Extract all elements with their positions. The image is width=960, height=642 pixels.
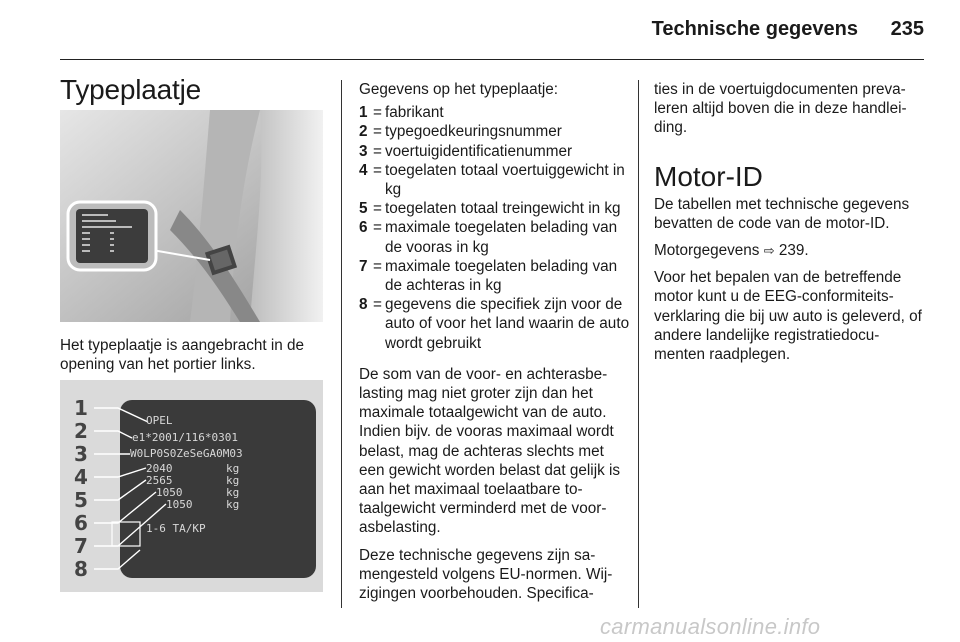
- eu-norms-paragraph: Deze technische gegevens zijn sa-mengesteld volgens EU-normen. Wij-zigingen voorbehouden. Specifica-: [359, 546, 613, 603]
- legend-item: [359, 257, 631, 295]
- legend-eq: =: [373, 123, 382, 141]
- plate-front-axle: 1050: [156, 486, 183, 499]
- legend-item: [359, 161, 631, 199]
- plate-manufacturer: OPEL: [146, 414, 173, 427]
- legend-text: typegoedkeuringsnummer: [385, 123, 562, 141]
- legend-item: [359, 218, 631, 256]
- plate-location-caption: Het typeplaatje is aangebracht in de opening van het portier links.: [60, 337, 305, 374]
- plate-unit: kg: [226, 486, 240, 499]
- legend-text: gegevens die specifiek zijn voor de auto of voor het land waarin de auto wordt gebruikt: [385, 296, 630, 352]
- legend-number: 5: [359, 200, 368, 218]
- legend-text: fabrikant: [385, 104, 444, 122]
- column-divider: [341, 80, 342, 608]
- callout-7: 7: [74, 534, 88, 558]
- legend-eq: =: [373, 257, 382, 275]
- plate-approval-number: e1*2001/116*0301: [132, 431, 238, 444]
- engine-data-reference: [654, 241, 924, 260]
- page-header-title: Technische gegevens: [651, 18, 858, 40]
- legend-text: voertuigidentificatienummer: [385, 142, 573, 160]
- legend-number: 1: [359, 104, 368, 122]
- section-title: Typeplaatje: [60, 74, 202, 105]
- type-plate-detail-photo: [60, 380, 323, 592]
- legend-number: 4: [359, 161, 368, 179]
- callout-2: 2: [74, 419, 88, 443]
- engine-data-label: Motorgegevens: [654, 242, 760, 260]
- callout-8: 8: [74, 557, 88, 581]
- legend-item: [359, 199, 631, 218]
- documents-paragraph: ties in de voertuigdocumenten preva-leren altijd boven die in deze handlei-ding.: [654, 81, 907, 137]
- column-2: [359, 80, 631, 611]
- callout-1: 1: [74, 396, 88, 420]
- callout-3: 3: [74, 442, 88, 466]
- legend-item: [359, 295, 631, 353]
- watermark: carmanualsonline.info: [600, 614, 821, 639]
- header-rule: [60, 59, 924, 60]
- door-opening-illustration: [60, 110, 323, 322]
- legend-text: toegelaten totaal treingewicht in kg: [385, 200, 621, 218]
- legend-number: 2: [359, 123, 368, 141]
- plate-unit: kg: [226, 462, 240, 475]
- legend-number: 6: [359, 219, 368, 237]
- type-plate-illustration: [60, 380, 323, 592]
- plate-unit: kg: [226, 474, 240, 487]
- column-3: [654, 80, 924, 372]
- legend-number: 8: [359, 296, 368, 314]
- legend-item: [359, 103, 631, 122]
- eec-conformity-paragraph: Voor het bepalen van de betreffende motor kunt u de EEG-conformiteits-verklaring die bij uw auto is geleverd, of andere landelijke registratiedocu-menten raadplegen.: [654, 269, 922, 364]
- legend-number: 7: [359, 257, 368, 275]
- callout-6: 6: [74, 511, 88, 535]
- plate-vin: W0LP0S0ZeSeGA0M03: [130, 447, 243, 460]
- plate-legend-list: [359, 103, 631, 353]
- page-number: 235: [890, 18, 924, 40]
- callout-5: 5: [74, 488, 88, 512]
- axle-load-paragraph: De som van de voor- en achterasbe-lasting mag niet groter zijn dan het maximale totaalgewicht van de auto. Indien bijv. de vooras maximaal wordt belast, mag de achteras slechts met een gewicht worden belast dat gelijk is aan het maximaal toelaatbare to-taalgewicht verminderd met de voor-asbelasting.: [359, 365, 621, 537]
- plate-rear-axle: 1050: [166, 498, 193, 511]
- legend-eq: =: [373, 142, 382, 160]
- page-reference-arrow-icon: ⇨: [763, 243, 775, 259]
- plate-train-weight: 2565: [146, 474, 173, 487]
- door-opening-photo: [60, 110, 323, 322]
- legend-text: maximale toegelaten belading van de vooras in kg: [385, 219, 618, 256]
- legend-eq: =: [373, 104, 382, 122]
- column-divider: [638, 80, 639, 608]
- legend-eq: =: [373, 200, 382, 218]
- plate-gross-weight: 2040: [146, 462, 173, 475]
- motor-id-heading: Motor-ID: [654, 160, 763, 192]
- legend-intro: Gegevens op het typeplaatje:: [359, 81, 559, 98]
- legend-eq: =: [373, 219, 382, 237]
- callout-4: 4: [74, 465, 88, 489]
- legend-text: toegelaten totaal voertuiggewicht in kg: [385, 161, 625, 199]
- engine-data-page-link[interactable]: 239.: [778, 242, 809, 260]
- legend-item: [359, 142, 631, 161]
- legend-number: 3: [359, 142, 368, 160]
- plate-unit: kg: [226, 498, 240, 511]
- motor-id-paragraph: De tabellen met technische gegevens bevatten de code van de motor-ID.: [654, 195, 910, 232]
- legend-eq: =: [373, 161, 382, 179]
- plate-specific-data: 1-6 TA/KP: [146, 522, 206, 535]
- legend-eq: =: [373, 296, 382, 314]
- legend-item: [359, 122, 631, 141]
- legend-text: maximale toegelaten belading van de achteras in kg: [385, 257, 618, 295]
